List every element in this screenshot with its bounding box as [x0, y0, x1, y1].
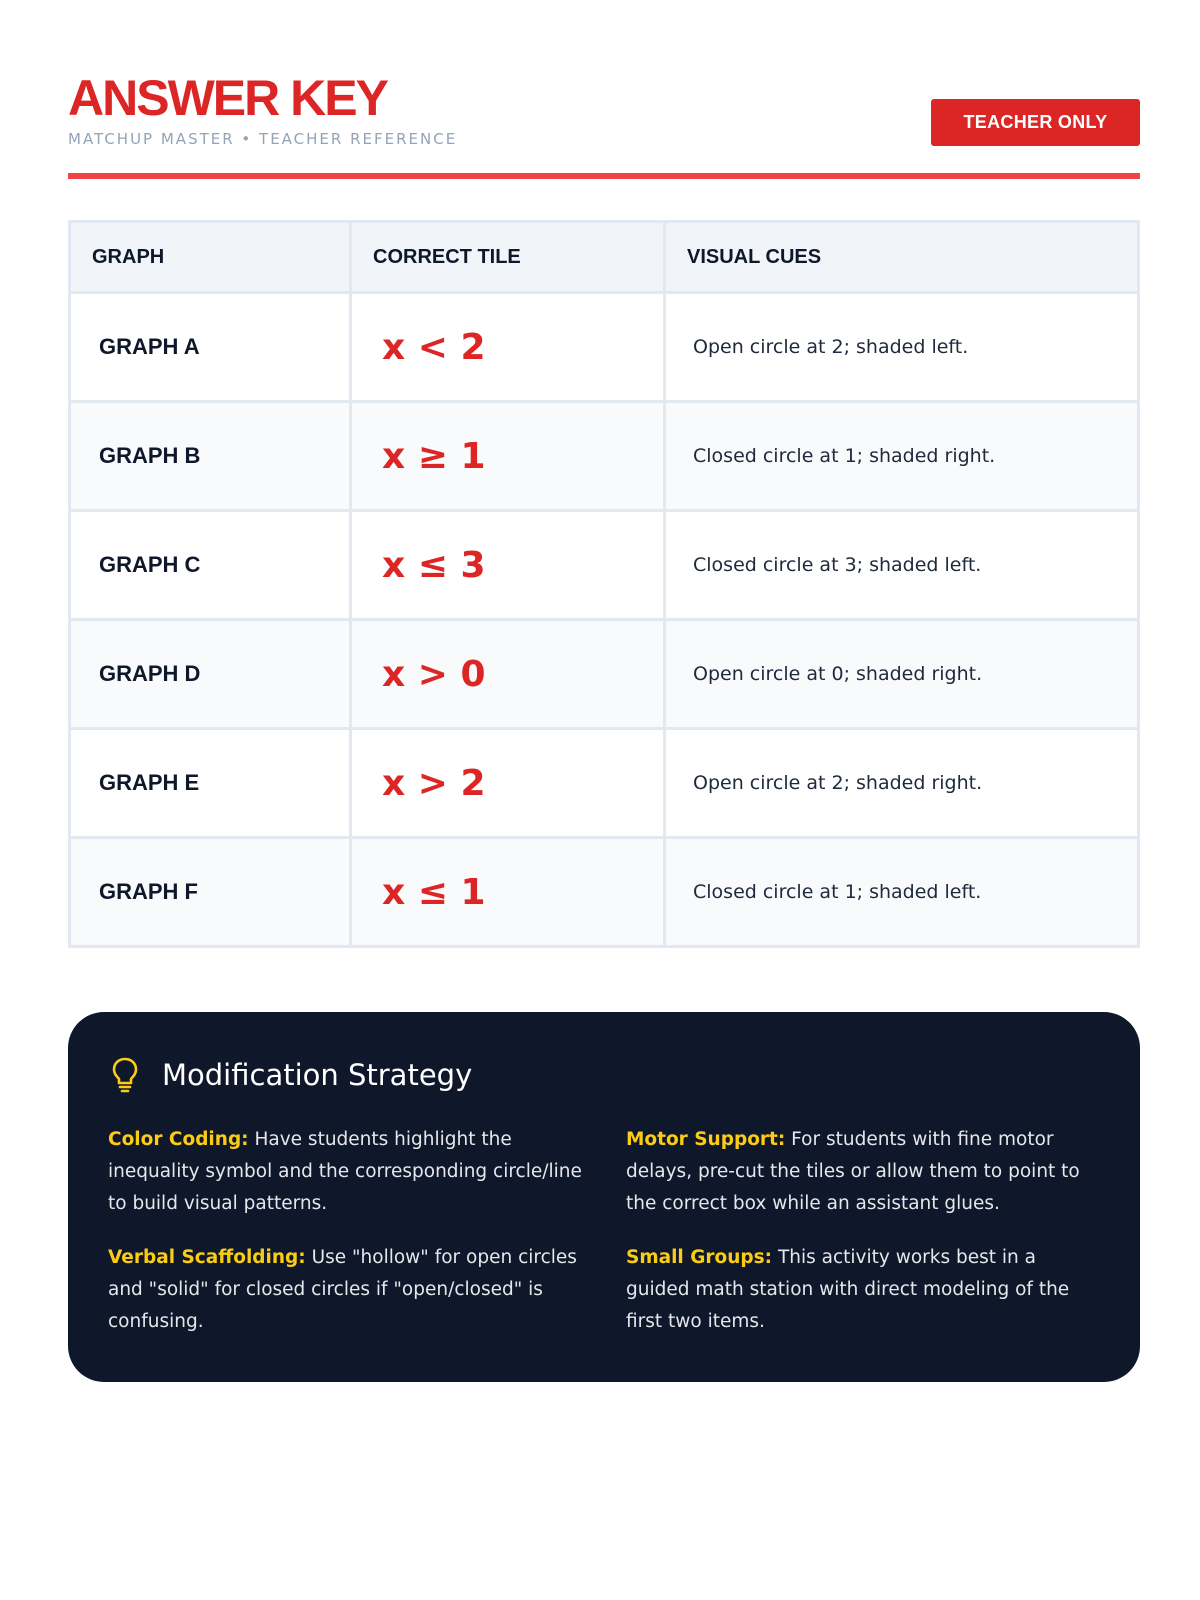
- graph-cell: GRAPH C: [70, 511, 351, 620]
- lightbulb-icon: [110, 1056, 140, 1094]
- strategy-header: [110, 1056, 472, 1094]
- tip-label: Verbal Scaffolding:: [108, 1247, 306, 1268]
- tile-cell: x > 0: [351, 620, 665, 729]
- modification-strategy-panel: [68, 1012, 1140, 1382]
- cue-cell: Closed circle at 1; shaded left.: [665, 838, 1139, 947]
- header: [68, 0, 1140, 180]
- page-subtitle: MATCHUP MASTER • TEACHER REFERENCE: [68, 130, 458, 148]
- column-header-correct-tile: CORRECT TILE: [351, 222, 665, 293]
- graph-cell: GRAPH F: [70, 838, 351, 947]
- answer-table: [68, 220, 1140, 948]
- column-header-visual-cues: VISUAL CUES: [665, 222, 1139, 293]
- table-row: [70, 620, 1139, 729]
- table-row: [70, 511, 1139, 620]
- table-row: [70, 293, 1139, 402]
- tip-verbal-scaffolding: [108, 1242, 585, 1338]
- tip-label: Small Groups:: [626, 1247, 773, 1268]
- tile-cell: x > 2: [351, 729, 665, 838]
- tip-label: Color Coding:: [108, 1129, 249, 1150]
- cue-cell: Open circle at 2; shaded right.: [665, 729, 1139, 838]
- tip-text: Have students highlight the inequality symbol and the corresponding circle/line to build visual patterns.: [108, 1129, 582, 1214]
- graph-cell: GRAPH D: [70, 620, 351, 729]
- table-header-row: [70, 222, 1139, 293]
- tip-text: For students with fine motor delays, pre-cut the tiles or allow them to point to the correct box while an assistant glues.: [626, 1129, 1080, 1214]
- cue-cell: Open circle at 0; shaded right.: [665, 620, 1139, 729]
- tile-cell: x < 2: [351, 293, 665, 402]
- cue-cell: Closed circle at 3; shaded left.: [665, 511, 1139, 620]
- tip-label: Motor Support:: [626, 1129, 786, 1150]
- graph-cell: GRAPH A: [70, 293, 351, 402]
- page-title: ANSWER KEY: [68, 70, 387, 126]
- answer-key-page: [68, 0, 1140, 1332]
- cue-cell: Closed circle at 1; shaded right.: [665, 402, 1139, 511]
- tip-small-groups: [626, 1242, 1103, 1338]
- strategy-tips: [108, 1124, 1103, 1338]
- tile-cell: x ≤ 3: [351, 511, 665, 620]
- tip-text: Use "hollow" for open circles and "solid" for closed circles if "open/closed" is confusing.: [108, 1247, 577, 1332]
- graph-cell: GRAPH E: [70, 729, 351, 838]
- graph-cell: GRAPH B: [70, 402, 351, 511]
- header-divider: [68, 173, 1140, 179]
- teacher-only-badge: TEACHER ONLY: [931, 99, 1140, 146]
- column-header-graph: GRAPH: [70, 222, 351, 293]
- tip-text: This activity works best in a guided math station with direct modeling of the first two items.: [626, 1247, 1070, 1332]
- table-row: [70, 838, 1139, 947]
- tile-cell: x ≥ 1: [351, 402, 665, 511]
- table-row: [70, 402, 1139, 511]
- table-row: [70, 729, 1139, 838]
- cue-cell: Open circle at 2; shaded left.: [665, 293, 1139, 402]
- tip-motor-support: [626, 1124, 1103, 1220]
- strategy-title: Modification Strategy: [162, 1058, 473, 1092]
- tip-color-coding: [108, 1124, 585, 1220]
- tile-cell: x ≤ 1: [351, 838, 665, 947]
